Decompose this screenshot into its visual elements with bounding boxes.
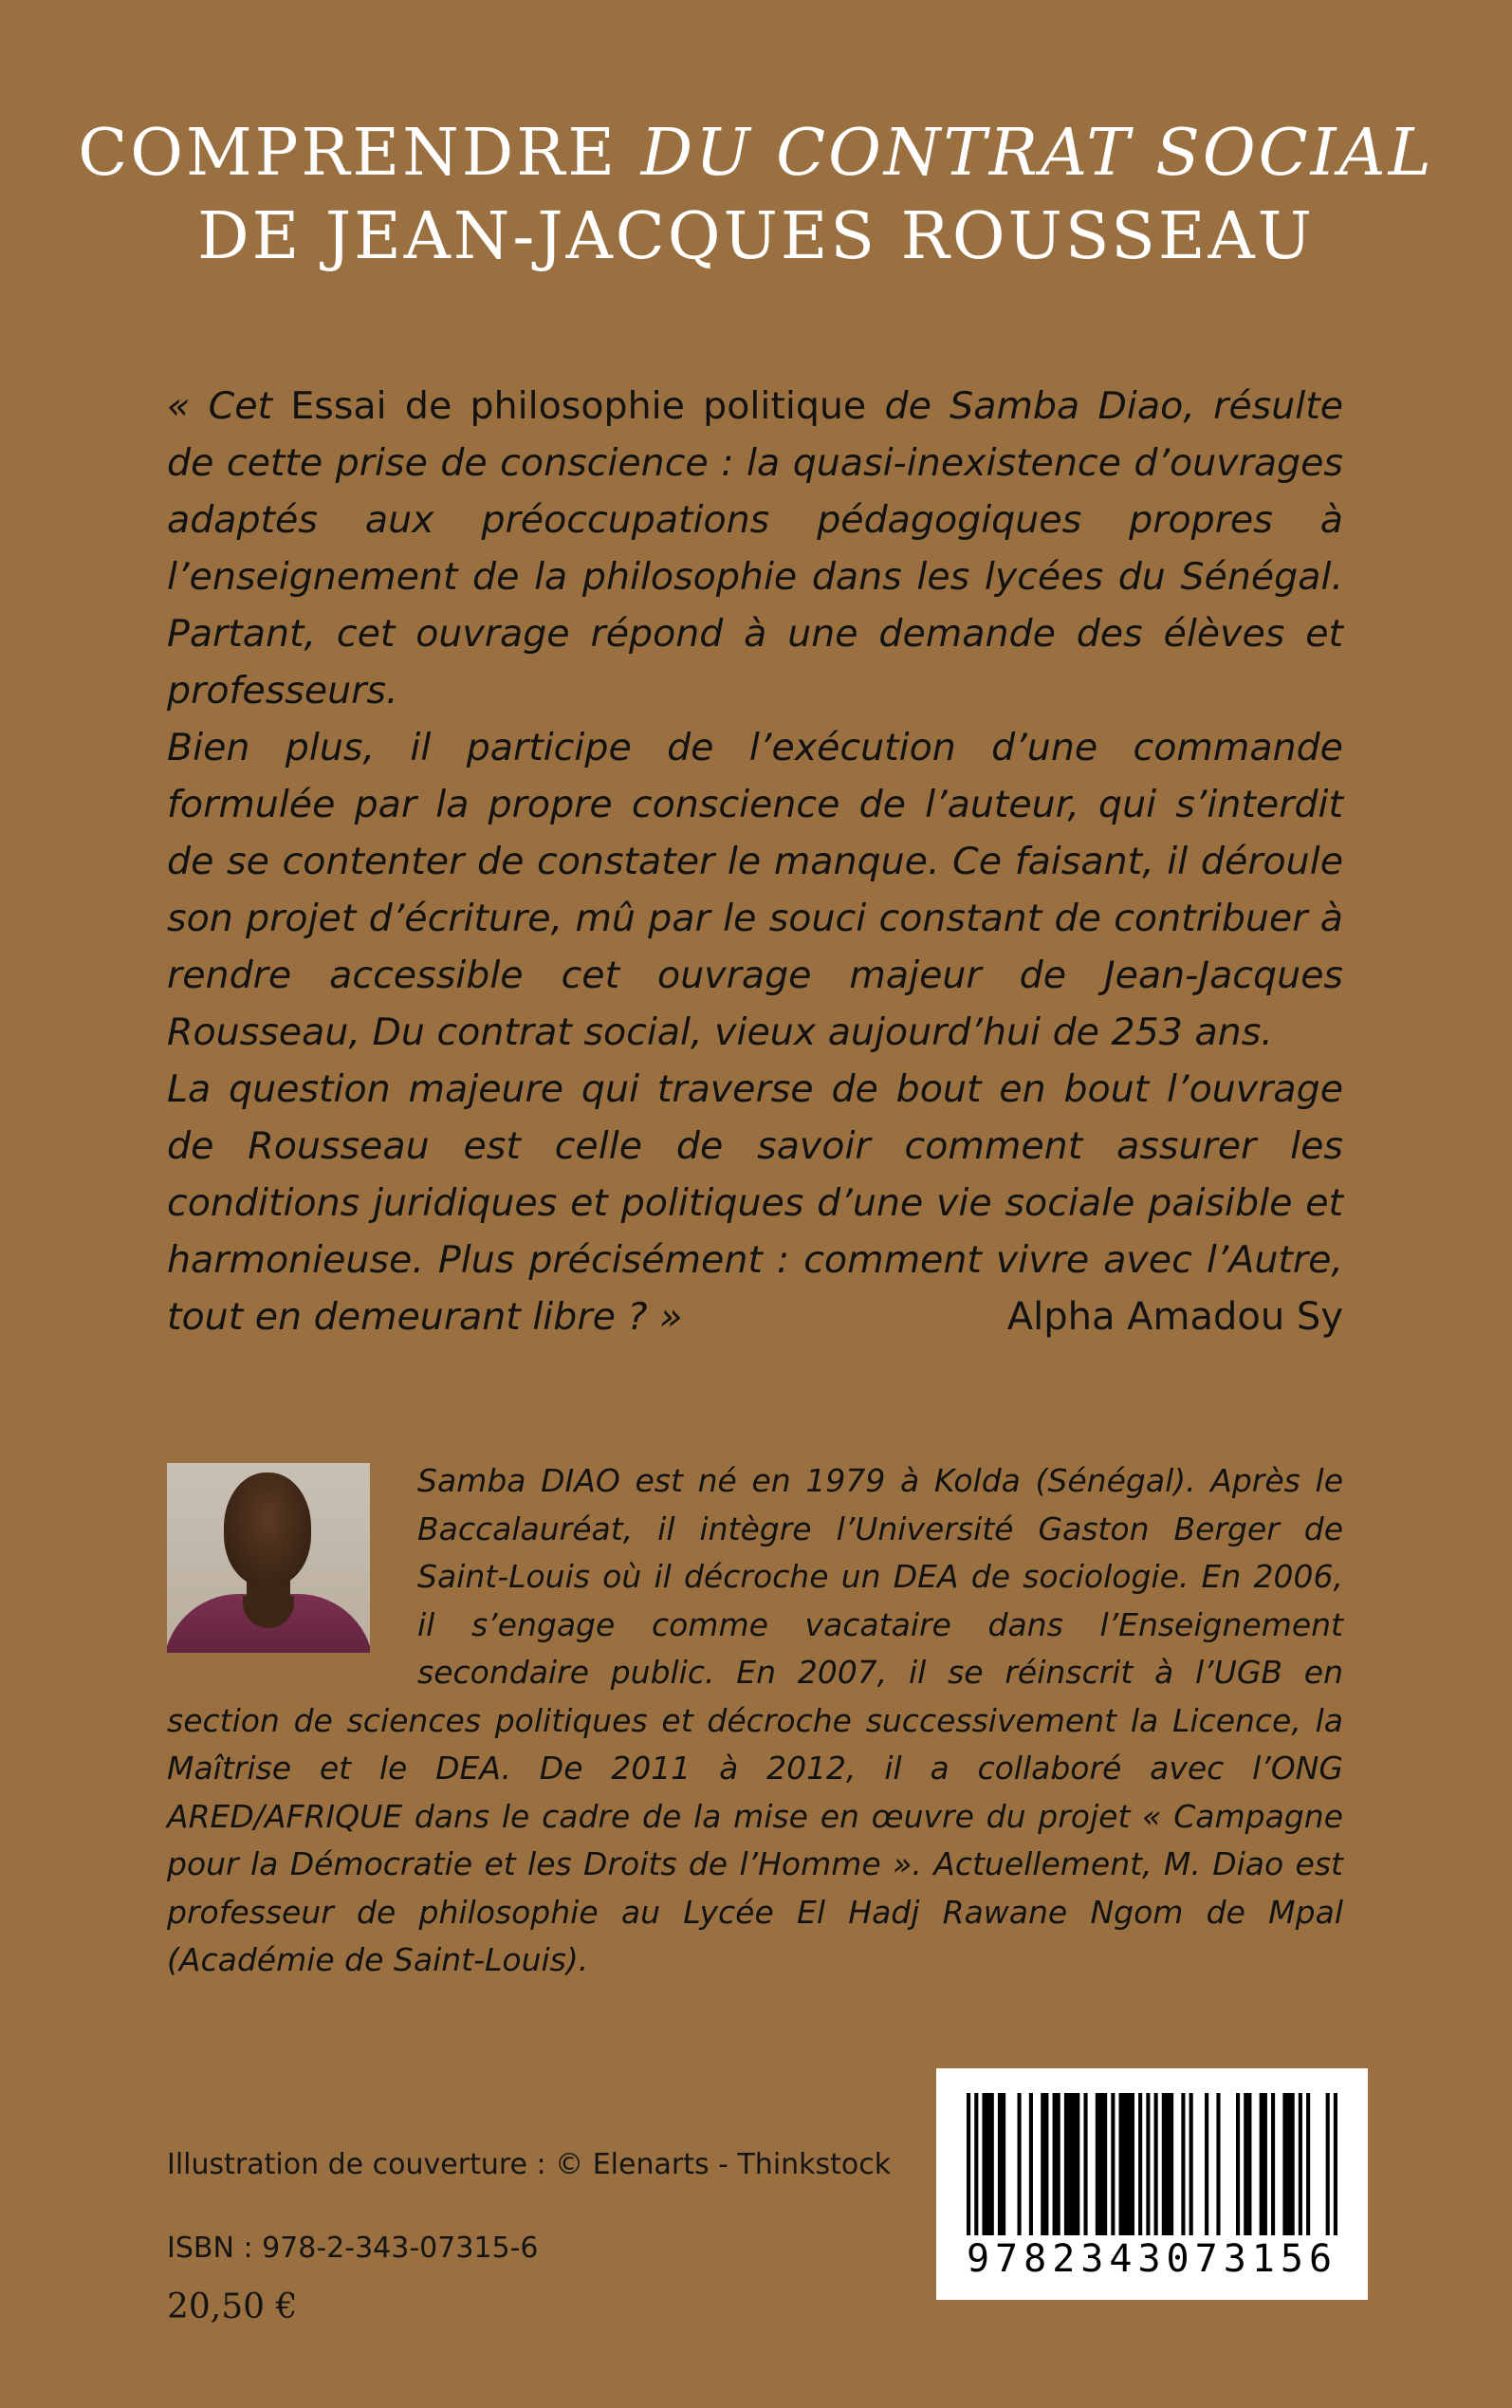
- quote-author: Alpha Amadou Sy: [1006, 1295, 1343, 1339]
- barcode-bar: [1096, 2093, 1107, 2235]
- barcode-bar: [1282, 2093, 1294, 2235]
- cover-illustration-credit: Illustration de couverture : © Elenarts - Thinkstock: [167, 2148, 892, 2181]
- barcode-bar: [974, 2093, 978, 2235]
- barcode-bar: [1244, 2093, 1251, 2235]
- barcode-bar: [1146, 2093, 1150, 2235]
- barcode-bar: [998, 2093, 1005, 2235]
- author-photo: [167, 1463, 370, 1653]
- barcode-bar: [1216, 2093, 1220, 2235]
- author-bio-text: Samba DIAO est né en 1979 à Kolda (Sénégal). Après le Baccalauréat, il intègre l’Université Gaston Berger de Saint-Louis où il décroche un DEA de sociologie. En 2006, il s’engage comme vacataire dans l’Enseignement secondaire public. En 2007, il se réinscrit à l’UGB en section de sciences politiques et décroche successivement la Licence, la Maîtrise et le DEA. De 2011 à 2012, il a collaboré avec l’ONG ARED/AFRIQUE dans le cadre de la mise en œuvre du projet « Campagne pour la Démocratie et les Droits de l’Homme ». Actuellement, M. Diao est professeur de philosophie au Lycée El Hadj Rawane Ngom de Mpal (Académie de Saint-Louis).: [167, 1462, 1343, 1978]
- barcode-bar: [1083, 2093, 1087, 2235]
- barcode-bar: [1119, 2093, 1134, 2235]
- back-cover-quote: [167, 378, 1343, 1345]
- price: 20,50 €: [167, 2288, 298, 2326]
- cover-title: [0, 112, 1512, 279]
- author-bio: [167, 1457, 1343, 1985]
- barcode-bar: [1326, 2093, 1330, 2235]
- quote-paragraph-3: La question majeure qui traverse de bout en bout l’ouvrage de Rousseau est celle de savoir comment assurer les conditions juridiques et politiques d’une vie sociale paisible et harmonieuse. Plus précisément : comment vivre avec l’Autre, tout en demeurant libre ? »: [167, 1067, 1343, 1339]
- barcode-digits: 9782343073156: [966, 2237, 1338, 2281]
- barcode-bar: [1236, 2093, 1240, 2235]
- barcode-bar: [1181, 2093, 1185, 2235]
- barcode-bars: [967, 2093, 1337, 2235]
- barcode-bar: [1189, 2093, 1193, 2235]
- barcode-bar: [1111, 2093, 1115, 2235]
- barcode-bar: [1041, 2093, 1048, 2235]
- quote-book-title: Essai de philosophie politique: [290, 384, 885, 428]
- barcode: [936, 2068, 1368, 2300]
- title-prefix: COMPRENDRE: [78, 116, 641, 191]
- title-work-name: DU CONTRAT SOCIAL: [640, 116, 1434, 191]
- barcode-bar: [1018, 2093, 1022, 2235]
- quote-paragraph-2: Bien plus, il participe de l’exécution d’une commande formulée par la propre conscience de l’auteur, qui s’interdit de se contenter de constater le manque. Ce faisant, il déroule son projet d’écriture, mû par le souci constant de contribuer à rendre accessible cet ouvrage majeur de Jean-Jacques Rousseau, Du contrat social, vieux aujourd’hui de 253 ans.: [167, 726, 1343, 1054]
- barcode-bar: [967, 2093, 970, 2235]
- barcode-bar: [1154, 2093, 1158, 2235]
- title-line-2: DE JEAN-JACQUES ROUSSEAU: [197, 199, 1315, 274]
- barcode-bar: [1205, 2093, 1208, 2235]
- quote-open: « Cet: [167, 384, 291, 428]
- barcode-bar: [1271, 2093, 1275, 2235]
- barcode-bar: [1334, 2093, 1337, 2235]
- barcode-bar: [982, 2093, 993, 2235]
- barcode-bar: [1306, 2093, 1310, 2235]
- title-line-1: [0, 112, 1512, 195]
- barcode-bar: [1064, 2093, 1079, 2235]
- barcode-bar: [1053, 2093, 1060, 2235]
- quote-p1-body: de Samba Diao, résulte de cette prise de conscience : la quasi-inexistence d’ouvrages adaptés aux préoccupations pédagogiques propres à l’enseignement de la philosophie dans les lycées du Sénégal. Partant, cet ouvrage répond à une demande des élèves et professeurs.: [167, 384, 1343, 713]
- barcode-bar: [1029, 2093, 1033, 2235]
- barcode-bar: [1260, 2093, 1267, 2235]
- barcode-bar: [1138, 2093, 1142, 2235]
- isbn: ISBN : 978-2-343-07315-6: [167, 2232, 539, 2265]
- barcode-bar: [1299, 2093, 1302, 2235]
- barcode-bar: [1162, 2093, 1173, 2235]
- quote-paragraph-1: [167, 378, 1343, 719]
